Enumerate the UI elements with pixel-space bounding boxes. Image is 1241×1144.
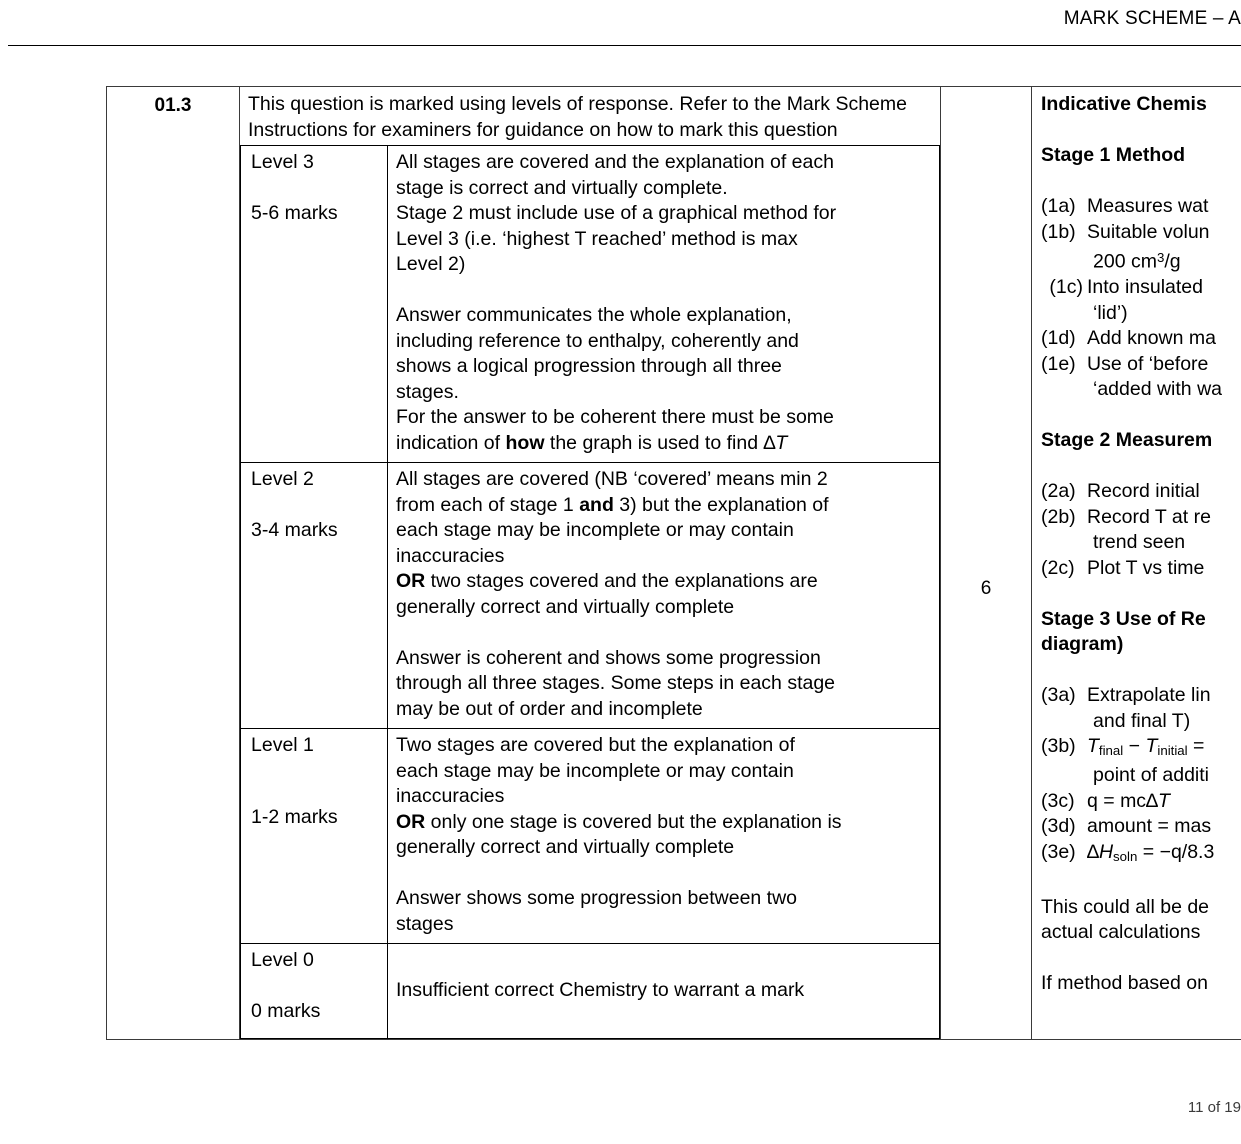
level-0-name: Level 0 [251, 949, 314, 971]
spacer-line [1041, 454, 1241, 480]
guidance-item-2c: (2c) Plot T vs time [1041, 556, 1205, 579]
level-row-3 [241, 146, 940, 463]
level-0-line: Insufficient correct Chemistry to warrant a mark [396, 979, 805, 1001]
guidance-item-3d: (3d) amount = mas [1041, 815, 1212, 838]
level-2-line: through all three stages. Some steps in each stage [396, 672, 836, 694]
level-3-line: stage is correct and virtually complete. [396, 176, 728, 199]
level-1-line: generally correct and virtually complete [396, 836, 735, 858]
stage-3-heading-line1: Stage 3 Use of Re [1041, 607, 1206, 630]
level-2-line: inaccuracies [396, 544, 505, 567]
level-2-blank-line [396, 620, 933, 646]
guidance-item-1b: (1b) Suitable volun [1041, 220, 1210, 243]
level-2-line: generally correct and virtually complete [396, 595, 735, 618]
level-2-line-emphasis: OR two stages covered and the explanations are [396, 570, 818, 592]
level-2-name: Level 2 [251, 468, 314, 490]
level-3-description-cell [388, 146, 940, 463]
level-1-description-cell [388, 729, 940, 944]
mark-scheme-header-title: MARK SCHEME – A [1063, 8, 1241, 29]
level-3-label-cell [241, 146, 388, 463]
spacer-line [1041, 118, 1241, 144]
stage-3-heading-line2: diagram) [1041, 633, 1124, 656]
guidance-item-2b-cont: trend seen [1093, 531, 1186, 554]
guidance-item-1e-cont: ‘added with wa [1093, 378, 1222, 401]
level-2-marks: 3-4 marks [251, 518, 338, 541]
level-2-line: Answer is coherent and shows some progression [396, 646, 821, 669]
level-1-blank-line [396, 861, 933, 887]
indicative-chemistry-cell [1032, 87, 1241, 1040]
header-divider-rule [8, 45, 1241, 46]
level-3-line: shows a logical progression through all three [396, 355, 782, 377]
level-row-0 [241, 944, 940, 1039]
level-3-line: including reference to enthalpy, coherently and [396, 329, 799, 352]
guidance-item-1d: (1d) Add known ma [1041, 327, 1216, 350]
level-2-description-cell [388, 463, 940, 729]
page-header [0, 0, 1241, 52]
marks-cell [941, 87, 1032, 1040]
level-3-marks: 5-6 marks [251, 201, 338, 224]
guidance-item-3b: (3b) $T_{final} - T_{initial}$ = [1041, 735, 1205, 758]
guidance-item-1e: (1e) Use of ‘before [1041, 352, 1209, 375]
guidance-item-1a: (1a) Measures wat [1041, 195, 1209, 217]
spacer-line [1041, 869, 1241, 895]
guidance-item-3e: (3e) $\Delta H_{soln} = -q/8.3$ [1041, 840, 1215, 864]
question-number: 01.3 [154, 95, 192, 116]
guidance-item-1b-cont: 200 $cm^3/g$ [1093, 250, 1181, 273]
levels-of-response-intro: This question is marked using levels of response. Refer to the Mark Scheme Instructions for examiners for guidance on how to mark this question [248, 93, 907, 141]
level-row-2 [241, 463, 940, 729]
level-3-line: Answer communicates the whole explanation, [396, 304, 792, 326]
level-2-line: All stages are covered (NB ‘covered’ means min 2 [396, 468, 828, 490]
level-2-line: may be out of order and incomplete [396, 697, 703, 720]
level-1-label-cell [241, 729, 388, 944]
table-row [107, 87, 1241, 1040]
total-marks-value: 6 [980, 578, 992, 599]
guidance-note-line-2: actual calculations [1041, 921, 1201, 944]
level-1-line-emphasis: OR only one stage is covered but the explanation is [396, 810, 842, 833]
level-3-line: Level 3 (i.e. ‘highest T reached’ method is max [396, 227, 798, 250]
guidance-item-3a-cont: and final T) [1093, 709, 1191, 732]
level-0-description-cell [388, 944, 940, 1039]
level-3-line: Stage 2 must include use of a graphical method for [396, 202, 837, 224]
level-3-line: All stages are covered and the explanation of each [396, 151, 834, 173]
level-3-line: Level 2) [396, 253, 466, 275]
level-2-line-emphasis: from each of stage 1 and 3) but the explanation of [396, 493, 829, 516]
spacer-line [1041, 169, 1241, 195]
guidance-item-1c: (1c) Into insulated [1049, 276, 1204, 299]
guidance-item-3b-cont: point of additi [1093, 764, 1210, 787]
level-1-line: Answer shows some progression between two [396, 887, 798, 909]
level-1-line: each stage may be incomplete or may contain [396, 759, 794, 782]
level-3-line: For the answer to be coherent there must be some [396, 406, 834, 428]
levels-table [240, 145, 940, 1039]
level-3-line-emphasis: indication of how the graph is used to find ∆T [396, 431, 788, 454]
level-1-name: Level 1 [251, 734, 314, 756]
level-1-marks: 1-2 marks [251, 805, 338, 828]
question-number-cell [107, 87, 240, 1040]
indicative-chemistry-content [1032, 87, 1241, 1003]
page-number-footer: 11 of 19 [1187, 1099, 1241, 1116]
level-1-line: stages [396, 912, 454, 935]
indicative-chemistry-heading: Indicative Chemis [1041, 93, 1207, 115]
level-1-line: inaccuracies [396, 785, 505, 807]
guidance-item-3a: (3a) Extrapolate lin [1041, 684, 1211, 707]
level-3-name: Level 3 [251, 151, 314, 173]
level-3-line: stages. [396, 380, 459, 403]
spacer-line [1041, 403, 1241, 429]
spacer-line [1041, 581, 1241, 607]
stage-2-heading: Stage 2 Measurem [1041, 429, 1213, 452]
level-1-line: Two stages are covered but the explanation of [396, 734, 795, 756]
level-row-1 [241, 729, 940, 944]
mark-scheme-table [106, 86, 1241, 1040]
guidance-item-2b: (2b) Record T at re [1041, 505, 1211, 528]
guidance-item-1c-cont: ‘lid’) [1093, 301, 1128, 324]
guidance-item-2a: (2a) Record initial [1041, 480, 1200, 503]
guidance-note-line-1: This could all be de [1041, 895, 1210, 918]
level-2-line: each stage may be incomplete or may contain [396, 519, 794, 541]
guidance-note-line-3: If method based on [1041, 972, 1208, 995]
stage-1-heading: Stage 1 Method [1041, 144, 1186, 166]
level-0-label-cell [241, 944, 388, 1039]
guidance-item-3c: (3c) q = mc∆T [1041, 789, 1170, 812]
spacer-line [1041, 658, 1241, 684]
level-2-label-cell [241, 463, 388, 729]
spacer-line [1041, 946, 1241, 972]
level-0-marks: 0 marks [251, 999, 321, 1022]
level-3-blank-line [396, 278, 933, 304]
answer-body-cell [240, 87, 941, 1040]
